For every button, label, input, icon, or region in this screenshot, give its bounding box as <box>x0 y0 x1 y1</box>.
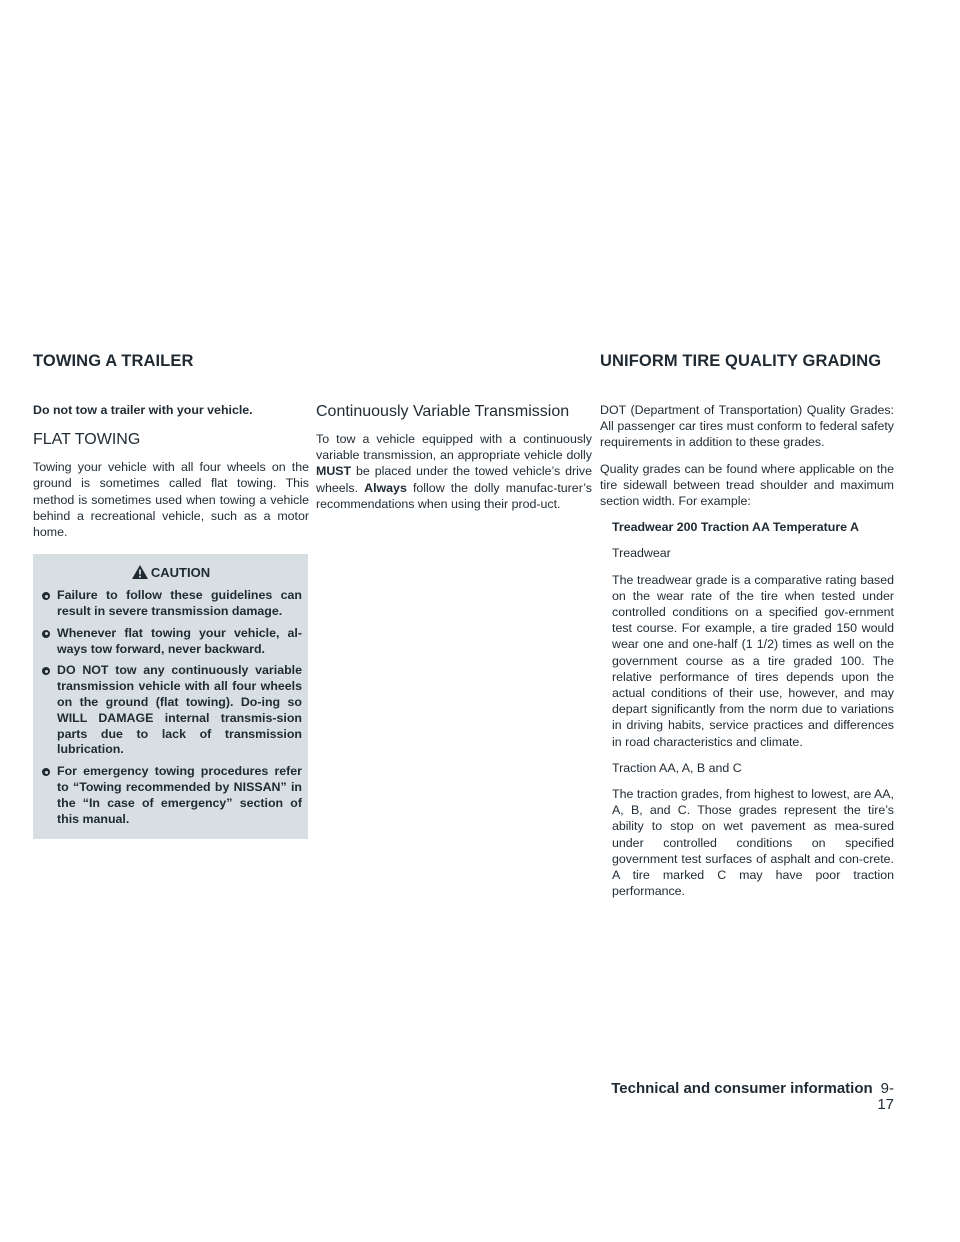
bullet-icon <box>42 768 50 776</box>
traction-label: Traction AA, A, B and C <box>612 760 742 775</box>
traction-paragraph: The traction grades, from highest to lowest, are AA, A, B, and C. Those grades represent the tire’s ability to stop on wet pavement as mea-sured under controlled conditions on specified government test surfaces of asphalt and con-crete. A tire marked C may have poor traction performance. <box>612 787 894 899</box>
warning-triangle-icon <box>131 564 149 580</box>
column-tire-grading <box>600 402 894 909</box>
caution-list <box>33 588 308 827</box>
caution-item: For emergency towing procedures refer to “Towing recommended by NISSAN” in the “In case of emergency” section of this manual. <box>41 764 302 827</box>
column-flat-towing <box>33 402 309 839</box>
footer-section: Technical and consumer information <box>611 1080 873 1097</box>
bullet-icon <box>42 592 50 600</box>
column-cvt <box>316 402 592 522</box>
flat-towing-heading: FLAT TOWING <box>33 431 141 449</box>
cvt-heading: Continuously Variable Transmission <box>316 403 570 420</box>
treadwear-paragraph: The treadwear grade is a comparative rating based on the wear rate of the tire when tested under controlled conditions on a specified gov-ernment test course. For example, a tire graded 150 would wear one and one-half (1 1/2) times as well on the government course as a tire graded 100. The relative performance of tires depends upon the actual conditions of their use, however, and may depart significantly from the norm due to variations in driving habits, service practices and differences in road characteristics and climate. <box>612 572 894 749</box>
caution-title: CAUTION <box>150 564 211 580</box>
caution-item: DO NOT tow any continuously variable transmission vehicle with all four wheels on the ground (flat towing). Do-ing so WILL DAMAGE internal transmis-sion parts due to lack of transmission lubrication. <box>41 663 302 758</box>
section-title-tire-grading: UNIFORM TIRE QUALITY GRADING <box>600 352 882 370</box>
trailer-warning: Do not tow a trailer with your vehicle. <box>33 403 253 417</box>
page-footer <box>604 1081 894 1113</box>
bullet-icon <box>42 667 50 675</box>
grade-example: Treadwear 200 Traction AA Temperature A <box>612 520 859 535</box>
caution-item: Whenever flat towing your vehicle, al-ways tow forward, never backward. <box>41 626 302 658</box>
caution-box <box>33 554 308 839</box>
dot-paragraph: DOT (Department of Transportation) Quality Grades: All passenger car tires must conform to federal safety requirements in addition to these grades. <box>600 403 894 450</box>
bullet-icon <box>42 630 50 638</box>
section-title-towing: TOWING A TRAILER <box>33 352 194 370</box>
caution-item: Failure to follow these guidelines can result in severe transmission damage. <box>41 588 302 620</box>
caution-header <box>33 564 308 580</box>
cvt-paragraph: To tow a vehicle equipped with a continuously variable transmission, an appropriate vehicle dolly MUST be placed under the towed vehicle’s drive wheels. Always follow the dolly manufac-turer’s recommendations when using their prod-uct. <box>316 432 592 511</box>
treadwear-label: Treadwear <box>612 546 671 561</box>
page-number: 9-17 <box>877 1080 894 1114</box>
quality-grades-paragraph: Quality grades can be found where applicable on the tire sidewall between tread shoulder and maximum section width. For example: <box>600 461 894 509</box>
flat-towing-paragraph: Towing your vehicle with all four wheels on the ground is sometimes called flat towing. This method is sometimes used when towing a vehicle behind a recreational vehicle, such as a motor home. <box>33 460 309 540</box>
